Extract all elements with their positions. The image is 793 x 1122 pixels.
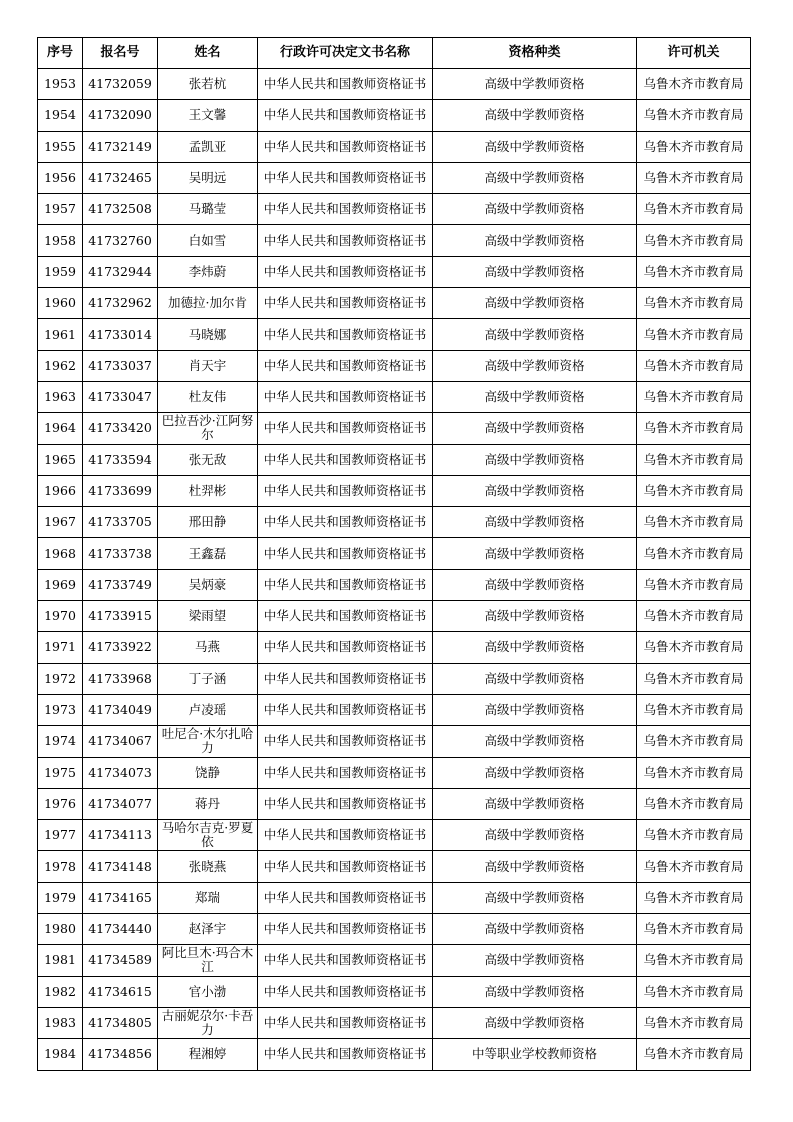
- table-row: [38, 538, 751, 569]
- cell-serial-number: 1959: [38, 256, 83, 287]
- cell-licensing-authority: 乌鲁木齐市教育局: [637, 945, 751, 976]
- cell-serial-number: 1973: [38, 694, 83, 725]
- cell-qualification-type: 高级中学教师资格: [433, 69, 637, 100]
- cell-document-name: 中华人民共和国教师资格证书: [258, 851, 433, 882]
- header-qualification-type: 资格种类: [433, 38, 637, 69]
- cell-registration-number: 41733014: [83, 319, 158, 350]
- cell-qualification-type: 高级中学教师资格: [433, 350, 637, 381]
- cell-document-name: 中华人民共和国教师资格证书: [258, 444, 433, 475]
- cell-licensing-authority: 乌鲁木齐市教育局: [637, 851, 751, 882]
- cell-document-name: 中华人民共和国教师资格证书: [258, 945, 433, 976]
- table-row: [38, 601, 751, 632]
- cell-serial-number: 1968: [38, 538, 83, 569]
- table-body: [38, 69, 751, 1071]
- cell-name: 郑瑞: [158, 882, 258, 913]
- cell-serial-number: 1975: [38, 757, 83, 788]
- cell-serial-number: 1978: [38, 851, 83, 882]
- cell-registration-number: 41733420: [83, 413, 158, 444]
- cell-serial-number: 1965: [38, 444, 83, 475]
- cell-serial-number: 1957: [38, 194, 83, 225]
- cell-name: 吴炳豪: [158, 569, 258, 600]
- header-registration-number: 报名号: [83, 38, 158, 69]
- cell-registration-number: 41733594: [83, 444, 158, 475]
- cell-name: 梁雨望: [158, 601, 258, 632]
- cell-name: 赵泽宇: [158, 914, 258, 945]
- cell-qualification-type: 高级中学教师资格: [433, 225, 637, 256]
- cell-licensing-authority: 乌鲁木齐市教育局: [637, 413, 751, 444]
- cell-document-name: 中华人民共和国教师资格证书: [258, 882, 433, 913]
- cell-document-name: 中华人民共和国教师资格证书: [258, 569, 433, 600]
- cell-licensing-authority: 乌鲁木齐市教育局: [637, 475, 751, 506]
- cell-licensing-authority: 乌鲁木齐市教育局: [637, 820, 751, 851]
- cell-qualification-type: 高级中学教师资格: [433, 820, 637, 851]
- cell-registration-number: 41734165: [83, 882, 158, 913]
- cell-name: 饶静: [158, 757, 258, 788]
- cell-document-name: 中华人民共和国教师资格证书: [258, 976, 433, 1007]
- header-document-name: 行政许可决定文书名称: [258, 38, 433, 69]
- cell-serial-number: 1969: [38, 569, 83, 600]
- cell-qualification-type: 高级中学教师资格: [433, 475, 637, 506]
- cell-name: 王文馨: [158, 100, 258, 131]
- cell-qualification-type: 高级中学教师资格: [433, 319, 637, 350]
- cell-licensing-authority: 乌鲁木齐市教育局: [637, 131, 751, 162]
- cell-document-name: 中华人民共和国教师资格证书: [258, 538, 433, 569]
- cell-qualification-type: 高级中学教师资格: [433, 381, 637, 412]
- cell-document-name: 中华人民共和国教师资格证书: [258, 663, 433, 694]
- cell-qualification-type: 高级中学教师资格: [433, 882, 637, 913]
- cell-serial-number: 1961: [38, 319, 83, 350]
- cell-document-name: 中华人民共和国教师资格证书: [258, 475, 433, 506]
- cell-document-name: 中华人民共和国教师资格证书: [258, 381, 433, 412]
- table-row: [38, 945, 751, 976]
- cell-qualification-type: 高级中学教师资格: [433, 976, 637, 1007]
- cell-name: 阿比旦木·玛合木江: [158, 945, 258, 976]
- cell-licensing-authority: 乌鲁木齐市教育局: [637, 381, 751, 412]
- cell-document-name: 中华人民共和国教师资格证书: [258, 601, 433, 632]
- cell-serial-number: 1966: [38, 475, 83, 506]
- table-row: [38, 413, 751, 444]
- cell-qualification-type: 高级中学教师资格: [433, 194, 637, 225]
- table-row: [38, 444, 751, 475]
- cell-name: 加德拉·加尔肯: [158, 288, 258, 319]
- cell-serial-number: 1971: [38, 632, 83, 663]
- table-row: [38, 757, 751, 788]
- cell-name: 杜羿彬: [158, 475, 258, 506]
- header-name: 姓名: [158, 38, 258, 69]
- table-row: [38, 914, 751, 945]
- cell-serial-number: 1967: [38, 507, 83, 538]
- table-row: [38, 131, 751, 162]
- cell-registration-number: 41732944: [83, 256, 158, 287]
- cell-qualification-type: 高级中学教师资格: [433, 413, 637, 444]
- cell-document-name: 中华人民共和国教师资格证书: [258, 131, 433, 162]
- cell-registration-number: 41734856: [83, 1039, 158, 1070]
- cell-licensing-authority: 乌鲁木齐市教育局: [637, 882, 751, 913]
- cell-serial-number: 1976: [38, 788, 83, 819]
- table-row: [38, 350, 751, 381]
- cell-registration-number: 41734440: [83, 914, 158, 945]
- cell-name: 程湘婷: [158, 1039, 258, 1070]
- cell-serial-number: 1972: [38, 663, 83, 694]
- cell-registration-number: 41734049: [83, 694, 158, 725]
- cell-serial-number: 1977: [38, 820, 83, 851]
- cell-name: 孟凯亚: [158, 131, 258, 162]
- cell-document-name: 中华人民共和国教师资格证书: [258, 820, 433, 851]
- cell-serial-number: 1980: [38, 914, 83, 945]
- cell-name: 马哈尔吉克·罗夏依: [158, 820, 258, 851]
- cell-name: 吴明远: [158, 162, 258, 193]
- cell-registration-number: 41733915: [83, 601, 158, 632]
- table-header-row: [38, 38, 751, 69]
- cell-name: 张无敌: [158, 444, 258, 475]
- cell-licensing-authority: 乌鲁木齐市教育局: [637, 100, 751, 131]
- table-row: [38, 1039, 751, 1070]
- cell-qualification-type: 高级中学教师资格: [433, 538, 637, 569]
- cell-licensing-authority: 乌鲁木齐市教育局: [637, 507, 751, 538]
- cell-licensing-authority: 乌鲁木齐市教育局: [637, 225, 751, 256]
- cell-licensing-authority: 乌鲁木齐市教育局: [637, 319, 751, 350]
- cell-qualification-type: 高级中学教师资格: [433, 162, 637, 193]
- cell-name: 邢田静: [158, 507, 258, 538]
- table-row: [38, 632, 751, 663]
- cell-registration-number: 41732508: [83, 194, 158, 225]
- cell-document-name: 中华人民共和国教师资格证书: [258, 319, 433, 350]
- cell-licensing-authority: 乌鲁木齐市教育局: [637, 288, 751, 319]
- cell-licensing-authority: 乌鲁木齐市教育局: [637, 976, 751, 1007]
- table-row: [38, 225, 751, 256]
- cell-licensing-authority: 乌鲁木齐市教育局: [637, 350, 751, 381]
- cell-name: 巴拉吾沙·江阿努尔: [158, 413, 258, 444]
- table-row: [38, 569, 751, 600]
- cell-registration-number: 41734589: [83, 945, 158, 976]
- cell-qualification-type: 高级中学教师资格: [433, 507, 637, 538]
- cell-registration-number: 41734113: [83, 820, 158, 851]
- table-row: [38, 788, 751, 819]
- cell-licensing-authority: 乌鲁木齐市教育局: [637, 788, 751, 819]
- table-row: [38, 288, 751, 319]
- cell-document-name: 中华人民共和国教师资格证书: [258, 350, 433, 381]
- table-row: [38, 1007, 751, 1038]
- cell-registration-number: 41733968: [83, 663, 158, 694]
- cell-document-name: 中华人民共和国教师资格证书: [258, 288, 433, 319]
- cell-registration-number: 41733047: [83, 381, 158, 412]
- cell-qualification-type: 高级中学教师资格: [433, 663, 637, 694]
- cell-licensing-authority: 乌鲁木齐市教育局: [637, 256, 751, 287]
- cell-qualification-type: 高级中学教师资格: [433, 788, 637, 819]
- cell-serial-number: 1962: [38, 350, 83, 381]
- cell-registration-number: 41734073: [83, 757, 158, 788]
- cell-registration-number: 41734615: [83, 976, 158, 1007]
- cell-serial-number: 1979: [38, 882, 83, 913]
- cell-registration-number: 41734067: [83, 726, 158, 757]
- cell-name: 马燕: [158, 632, 258, 663]
- cell-registration-number: 41734805: [83, 1007, 158, 1038]
- cell-name: 马晓娜: [158, 319, 258, 350]
- cell-qualification-type: 高级中学教师资格: [433, 288, 637, 319]
- table-row: [38, 694, 751, 725]
- document-page: [37, 37, 750, 1071]
- cell-licensing-authority: 乌鲁木齐市教育局: [637, 444, 751, 475]
- cell-document-name: 中华人民共和国教师资格证书: [258, 194, 433, 225]
- header-serial-number: 序号: [38, 38, 83, 69]
- cell-document-name: 中华人民共和国教师资格证书: [258, 69, 433, 100]
- cell-serial-number: 1970: [38, 601, 83, 632]
- cell-document-name: 中华人民共和国教师资格证书: [258, 507, 433, 538]
- table-row: [38, 194, 751, 225]
- cell-name: 丁子涵: [158, 663, 258, 694]
- cell-serial-number: 1956: [38, 162, 83, 193]
- cell-qualification-type: 高级中学教师资格: [433, 1007, 637, 1038]
- cell-licensing-authority: 乌鲁木齐市教育局: [637, 694, 751, 725]
- cell-name: 吐尼合·木尔扎哈力: [158, 726, 258, 757]
- cell-registration-number: 41734148: [83, 851, 158, 882]
- table-row: [38, 69, 751, 100]
- cell-qualification-type: 中等职业学校教师资格: [433, 1039, 637, 1070]
- cell-serial-number: 1953: [38, 69, 83, 100]
- table-row: [38, 976, 751, 1007]
- cell-name: 张晓燕: [158, 851, 258, 882]
- cell-document-name: 中华人民共和国教师资格证书: [258, 1039, 433, 1070]
- cell-registration-number: 41734077: [83, 788, 158, 819]
- cell-licensing-authority: 乌鲁木齐市教育局: [637, 538, 751, 569]
- cell-licensing-authority: 乌鲁木齐市教育局: [637, 601, 751, 632]
- cell-qualification-type: 高级中学教师资格: [433, 444, 637, 475]
- cell-name: 肖天宇: [158, 350, 258, 381]
- cell-document-name: 中华人民共和国教师资格证书: [258, 788, 433, 819]
- table-row: [38, 851, 751, 882]
- cell-name: 卢凌瑶: [158, 694, 258, 725]
- table-row: [38, 319, 751, 350]
- cell-licensing-authority: 乌鲁木齐市教育局: [637, 569, 751, 600]
- cell-serial-number: 1960: [38, 288, 83, 319]
- table-row: [38, 475, 751, 506]
- cell-qualification-type: 高级中学教师资格: [433, 601, 637, 632]
- cell-registration-number: 41732962: [83, 288, 158, 319]
- cell-qualification-type: 高级中学教师资格: [433, 569, 637, 600]
- cell-document-name: 中华人民共和国教师资格证书: [258, 100, 433, 131]
- cell-registration-number: 41733738: [83, 538, 158, 569]
- cell-qualification-type: 高级中学教师资格: [433, 851, 637, 882]
- cell-serial-number: 1955: [38, 131, 83, 162]
- table-row: [38, 162, 751, 193]
- cell-licensing-authority: 乌鲁木齐市教育局: [637, 632, 751, 663]
- cell-document-name: 中华人民共和国教师资格证书: [258, 256, 433, 287]
- cell-registration-number: 41732465: [83, 162, 158, 193]
- cell-qualification-type: 高级中学教师资格: [433, 945, 637, 976]
- cell-licensing-authority: 乌鲁木齐市教育局: [637, 757, 751, 788]
- cell-name: 蒋丹: [158, 788, 258, 819]
- cell-serial-number: 1958: [38, 225, 83, 256]
- table-row: [38, 507, 751, 538]
- cell-document-name: 中华人民共和国教师资格证书: [258, 757, 433, 788]
- cell-registration-number: 41733922: [83, 632, 158, 663]
- cell-qualification-type: 高级中学教师资格: [433, 632, 637, 663]
- cell-document-name: 中华人民共和国教师资格证书: [258, 914, 433, 945]
- cell-qualification-type: 高级中学教师资格: [433, 914, 637, 945]
- license-table: [37, 37, 751, 1071]
- cell-registration-number: 41732059: [83, 69, 158, 100]
- table-row: [38, 882, 751, 913]
- cell-licensing-authority: 乌鲁木齐市教育局: [637, 914, 751, 945]
- table-row: [38, 100, 751, 131]
- table-row: [38, 256, 751, 287]
- cell-serial-number: 1974: [38, 726, 83, 757]
- cell-licensing-authority: 乌鲁木齐市教育局: [637, 69, 751, 100]
- cell-serial-number: 1963: [38, 381, 83, 412]
- cell-name: 官小渤: [158, 976, 258, 1007]
- cell-serial-number: 1964: [38, 413, 83, 444]
- cell-licensing-authority: 乌鲁木齐市教育局: [637, 1039, 751, 1070]
- table-row: [38, 726, 751, 757]
- cell-name: 李炜蔚: [158, 256, 258, 287]
- cell-document-name: 中华人民共和国教师资格证书: [258, 225, 433, 256]
- cell-document-name: 中华人民共和国教师资格证书: [258, 726, 433, 757]
- cell-name: 杜友伟: [158, 381, 258, 412]
- cell-registration-number: 41733037: [83, 350, 158, 381]
- cell-name: 古丽妮尕尔·卡吾力: [158, 1007, 258, 1038]
- table-row: [38, 381, 751, 412]
- cell-serial-number: 1981: [38, 945, 83, 976]
- cell-registration-number: 41732149: [83, 131, 158, 162]
- cell-document-name: 中华人民共和国教师资格证书: [258, 162, 433, 193]
- cell-licensing-authority: 乌鲁木齐市教育局: [637, 194, 751, 225]
- cell-document-name: 中华人民共和国教师资格证书: [258, 1007, 433, 1038]
- cell-licensing-authority: 乌鲁木齐市教育局: [637, 726, 751, 757]
- cell-serial-number: 1984: [38, 1039, 83, 1070]
- cell-name: 王鑫磊: [158, 538, 258, 569]
- cell-document-name: 中华人民共和国教师资格证书: [258, 413, 433, 444]
- cell-licensing-authority: 乌鲁木齐市教育局: [637, 1007, 751, 1038]
- cell-registration-number: 41732090: [83, 100, 158, 131]
- cell-name: 马璐莹: [158, 194, 258, 225]
- table-row: [38, 663, 751, 694]
- table-row: [38, 820, 751, 851]
- cell-qualification-type: 高级中学教师资格: [433, 256, 637, 287]
- cell-registration-number: 41733705: [83, 507, 158, 538]
- cell-serial-number: 1983: [38, 1007, 83, 1038]
- cell-name: 白如雪: [158, 225, 258, 256]
- cell-document-name: 中华人民共和国教师资格证书: [258, 694, 433, 725]
- cell-serial-number: 1982: [38, 976, 83, 1007]
- cell-qualification-type: 高级中学教师资格: [433, 726, 637, 757]
- cell-document-name: 中华人民共和国教师资格证书: [258, 632, 433, 663]
- cell-registration-number: 41733699: [83, 475, 158, 506]
- cell-qualification-type: 高级中学教师资格: [433, 694, 637, 725]
- cell-registration-number: 41732760: [83, 225, 158, 256]
- cell-qualification-type: 高级中学教师资格: [433, 100, 637, 131]
- cell-qualification-type: 高级中学教师资格: [433, 757, 637, 788]
- cell-name: 张若杭: [158, 69, 258, 100]
- cell-licensing-authority: 乌鲁木齐市教育局: [637, 162, 751, 193]
- cell-licensing-authority: 乌鲁木齐市教育局: [637, 663, 751, 694]
- cell-qualification-type: 高级中学教师资格: [433, 131, 637, 162]
- cell-registration-number: 41733749: [83, 569, 158, 600]
- header-licensing-authority: 许可机关: [637, 38, 751, 69]
- cell-serial-number: 1954: [38, 100, 83, 131]
